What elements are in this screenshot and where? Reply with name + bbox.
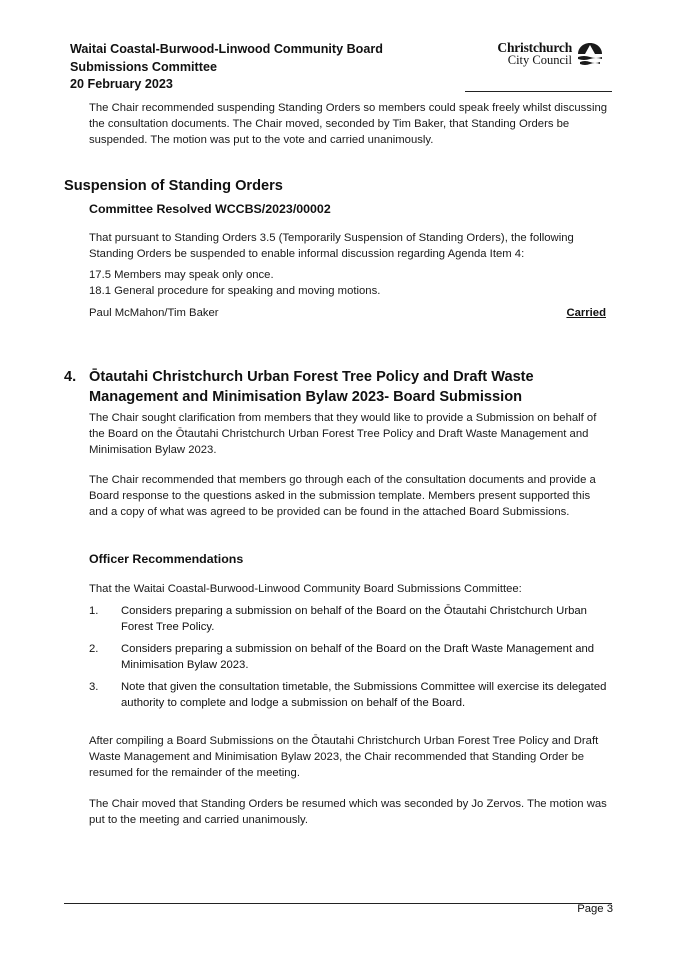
standing-order-item-2: 18.1 General procedure for speaking and moving motions. <box>89 285 381 297</box>
logo-line-1: Christchurch <box>497 40 572 55</box>
section-heading-suspension: Suspension of Standing Orders <box>64 178 283 194</box>
recommendation-text: Considers preparing a submission on behalf of the Board on the Draft Waste Management and Minimisation Bylaw 2023. <box>121 643 595 671</box>
item-paragraph-4: The Chair moved that Standing Orders be resumed which was seconded by Jo Zervos. The motion was put to the meeting and carried unanimously. <box>89 798 607 826</box>
header-date: 20 February 2023 <box>70 77 173 91</box>
suspension-paragraph: That pursuant to Standing Orders 3.5 (Temporarily Suspension of Standing Orders), the following Standing Orders be suspended to enable informal discussion regarding Agenda Item 4: <box>89 232 574 260</box>
item-paragraph-3: After compiling a Board Submissions on the Ōtautahi Christchurch Urban Forest Tree Policy and Draft Waste Management and Minimisation Bylaw 2023, the Chair recommended that Standing Order be resumed for the remainder of the meeting. <box>89 735 599 779</box>
recommendation-number: 3. <box>89 681 99 693</box>
officer-recommendations-heading: Officer Recommendations <box>89 552 244 566</box>
committee-resolved-heading: Committee Resolved WCCBS/2023/00002 <box>89 202 331 216</box>
footer-rule <box>64 903 612 904</box>
page-number: Page 3 <box>577 903 613 915</box>
recommendation-text: Note that given the consultation timetable, the Submissions Committee will exercise its delegated authority to complete and lodge a submission on behalf of the Board. <box>121 681 607 709</box>
intro-paragraph: The Chair recommended suspending Standing Orders so members could speak freely whilst discussing the consultation documents. The Chair moved, seconded by Tim Baker, that Standing Orders be suspended. The motion was put to the vote and carried unanimously. <box>89 102 608 146</box>
header-title-block <box>70 41 383 94</box>
item-paragraph-2: The Chair recommended that members go through each of the consultation documents and provide a Board response to the questions asked in the submission template. Members present supported this and a copy of what was agreed to be provided can be found in the attached Board Submissions. <box>89 474 596 518</box>
logo-line-2: City Council <box>507 53 572 67</box>
item-paragraph-1: The Chair sought clarification from members that they would like to provide a Submission on behalf of the Board on the Ōtautahi Christchurch Urban Forest Tree Policy and Draft Waste Management and Minimisation Bylaw 2023. <box>89 412 597 456</box>
header-committee: Submissions Committee <box>70 59 217 74</box>
carried-label: Carried <box>566 307 606 319</box>
council-logo-icon <box>576 42 604 68</box>
recommendation-text: Considers preparing a submission on behalf of the Board on the Ōtautahi Christchurch Urban Forest Tree Policy. <box>121 605 587 633</box>
recommendation-number: 1. <box>89 605 99 617</box>
recommendation-number: 2. <box>89 643 99 655</box>
council-logo <box>478 41 604 69</box>
standing-order-item-1: 17.5 Members may speak only once. <box>89 269 274 281</box>
officer-intro: That the Waitai Coastal-Burwood-Linwood Community Board Submissions Committee: <box>89 583 522 595</box>
item-title: Ōtautahi Christchurch Urban Forest Tree Policy and Draft Waste Management and Minimisation Bylaw 2023- Board Submission <box>89 369 534 405</box>
item-number: 4. <box>64 369 77 385</box>
movers: Paul McMahon/Tim Baker <box>89 307 219 319</box>
header-rule <box>465 91 612 92</box>
header-board-name: Waitai Coastal-Burwood-Linwood Community Board <box>70 42 383 56</box>
